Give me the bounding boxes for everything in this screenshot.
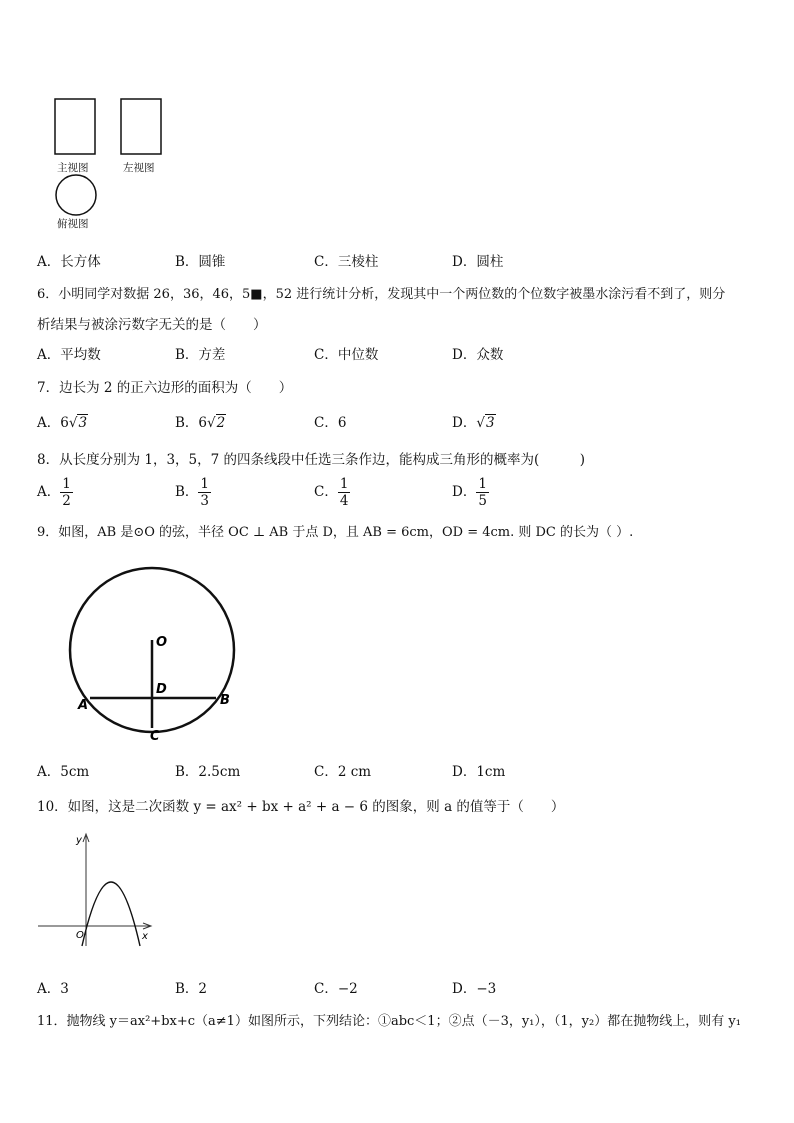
q5-option-a[interactable]: A．长方体 — [37, 254, 101, 270]
origin-label: O — [76, 930, 84, 941]
parabola-curve — [82, 882, 140, 946]
q7-question: 7．边长为 2 的正六边形的面积为（ ） — [37, 380, 293, 396]
q7-option-a[interactable] — [37, 411, 88, 431]
parabola-graph — [36, 828, 161, 953]
fraction-numerator: 1 — [339, 476, 349, 492]
fraction-denominator: 5 — [478, 493, 487, 509]
q5-option-d[interactable]: D．圆柱 — [452, 254, 504, 270]
q8-option-b[interactable] — [175, 476, 211, 509]
q6-question-line2: 析结果与被涂污数字无关的是（ ） — [37, 317, 267, 333]
q6-option-c[interactable]: C．中位数 — [314, 347, 379, 363]
q11-question: 11．抛物线 y＝ax²+bx+c（a≠1）如图所示，下列结论：①abc＜1；②点（－3，y₁），（1，y₂）都在抛物线上，则有 y₁ — [37, 1014, 741, 1029]
q7-option-d-prefix: D． — [452, 415, 477, 431]
q6-option-a[interactable]: A．平均数 — [37, 347, 101, 363]
q5-option-c[interactable]: C．三棱柱 — [314, 254, 379, 270]
fraction — [60, 476, 73, 509]
q9-option-c[interactable]: C．2 cm — [314, 764, 372, 780]
q7-option-d-radicand: 3 — [485, 415, 495, 431]
point-o-label: O — [156, 635, 168, 650]
fraction-denominator: 2 — [62, 493, 71, 509]
q10-option-c[interactable]: C．−2 — [314, 981, 358, 997]
q8-option-c-prefix: C． — [314, 484, 338, 500]
fraction-numerator: 1 — [62, 476, 71, 492]
q7-option-b-radicand: 2 — [216, 415, 226, 431]
q8-option-d-prefix: D． — [452, 484, 477, 500]
top-view-label: 俯视图 — [57, 218, 89, 230]
fraction-numerator: 1 — [478, 476, 487, 492]
q9-question: 9．如图，AB 是⊙O 的弦，半径 OC ⊥ AB 于点 D，且 AB = 6cm，OD = 4cm. 则 DC 的长为（ ）. — [37, 525, 634, 540]
fraction — [476, 476, 489, 509]
front-view-label: 主视图 — [57, 162, 89, 174]
sqrt-sign-icon: √ — [476, 415, 485, 431]
fraction-denominator: 3 — [200, 493, 210, 509]
q7-option-b[interactable] — [175, 411, 226, 431]
q7-option-b-prefix: B．6 — [175, 415, 208, 431]
left-view-label: 左视图 — [123, 162, 155, 174]
point-a-label: A — [78, 698, 89, 713]
q8-option-d[interactable] — [452, 476, 489, 509]
q7-option-c[interactable]: C．6 — [314, 415, 347, 431]
fraction — [338, 476, 351, 509]
q10-option-b[interactable]: B．2 — [175, 981, 208, 997]
q10-question: 10．如图，这是二次函数 y = ax² + bx + a² + a − 6 的图象，则 a 的值等于（ ） — [37, 799, 565, 815]
q6-question-line1: 6．小明同学对数据 26，36，46，5■，52 进行统计分析，发现其中一个两位数的个位数字被墨水涂污看不到了，则分 — [37, 287, 726, 302]
x-axis-label: x — [142, 931, 148, 942]
q8-question: 8．从长度分别为 1，3，5，7 的四条线段中任选三条作边，能构成三角形的概率为( ) — [37, 452, 586, 468]
point-b-label: B — [220, 693, 230, 708]
q8-option-a-prefix: A． — [37, 484, 61, 500]
q9-option-d[interactable]: D．1cm — [452, 764, 506, 780]
point-c-label: C — [150, 729, 160, 744]
q8-option-c[interactable] — [314, 476, 350, 509]
q9-option-b[interactable]: B．2.5cm — [175, 764, 241, 780]
q6-option-d[interactable]: D．众数 — [452, 347, 504, 363]
q10-option-a[interactable]: A．3 — [37, 981, 69, 997]
y-axis-label: y — [76, 835, 82, 846]
q7-option-a-prefix: A．6 — [37, 415, 69, 431]
q6-option-b[interactable]: B．方差 — [175, 347, 226, 363]
front-view-rect — [55, 99, 95, 154]
fraction-numerator: 1 — [200, 476, 210, 492]
q10-option-d[interactable]: D．−3 — [452, 981, 497, 997]
fraction — [198, 476, 211, 509]
q5-option-b[interactable]: B．圆锥 — [175, 254, 226, 270]
left-view-rect — [121, 99, 161, 154]
q9-option-a[interactable]: A．5cm — [37, 764, 90, 780]
point-d-label: D — [156, 682, 167, 697]
fraction-denominator: 4 — [339, 493, 349, 509]
q7-option-d[interactable] — [452, 411, 496, 431]
q8-option-b-prefix: B． — [175, 484, 199, 500]
q7-option-a-radicand: 3 — [78, 415, 88, 431]
top-view-circle — [56, 175, 96, 215]
sqrt-sign-icon: √ — [68, 415, 78, 431]
circle-chord-figure — [60, 560, 250, 750]
sqrt-sign-icon: √ — [207, 415, 216, 431]
q8-option-a[interactable] — [37, 476, 73, 509]
